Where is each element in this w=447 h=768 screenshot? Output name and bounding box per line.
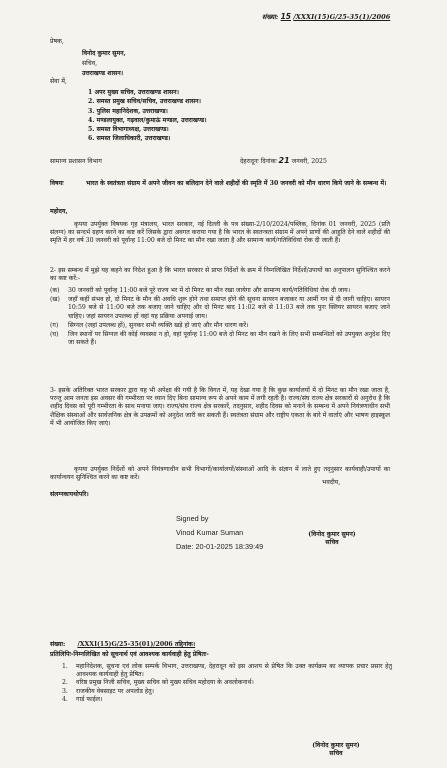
copy-item-text: राजकीय वेबसाइट पर अपलोड हेतु। bbox=[76, 687, 155, 695]
copy-item-num: 3. bbox=[62, 687, 68, 695]
copy-list bbox=[62, 663, 392, 704]
closing-salutation: भवदीय, bbox=[322, 479, 341, 486]
sender-designation: सचिव, bbox=[82, 60, 98, 67]
digital-signature-label: Signed by bbox=[176, 514, 209, 523]
instruction-point bbox=[50, 322, 390, 330]
copy-signatory-name: (विनोद कुमार सुमन) bbox=[312, 742, 360, 749]
copy-item bbox=[62, 679, 392, 687]
recipient-item: 5. समस्त विभागाध्यक्ष, उत्तराखण्ड। bbox=[88, 126, 169, 134]
point-label: (ख) bbox=[50, 296, 60, 304]
ref-prefix: संख्या: bbox=[262, 13, 279, 21]
copy-ref-prefix: संख्या: bbox=[50, 641, 66, 648]
paragraph-3: 3- इसके अतिरिक्त भारत सरकार द्वारा यह भी अपेक्षा की गयी है कि विगत में, यह देखा गया है कि कुछ कार्यालयों में दो मिनट का मौन रखा जाता है, परन्तु आम जनता इस अवसर की गम्भीरता पर ध्यान दिए बिना सामान्य रूप से अपने काम में लगी रहती है। राज्य/संघ राज्य क्षेत्र सरकारों से अनुरोध है कि शहीद दिवस को पूरी गम्भीरता के साथ मनाया जाए। राज्य/संघ राज्य क्षेत्र सरकारें, तदनुसार, शहीद दिवस को मनाने के सम्बन्ध में अपने नियंत्रणाधीन सभी शैक्षिक संस्थाओं और सार्वजनिक क्षेत्र के उपक्रमों को अनुदेश जारी कर सकती हैं। स्वतंत्रता संग्राम और राष्ट्रीय एकता के बारे में वार्ताएं और भाषण हाइस्कूल में भी आयोजित किए जाएं। bbox=[50, 387, 390, 427]
salutation: महोदय, bbox=[50, 208, 68, 215]
point-text: सिग्नल (जहां उपलब्ध हों), सुनकर सभी व्यक्ति खड़े हो जाएं और मौन धारण करें। bbox=[68, 321, 249, 329]
instruction-points bbox=[50, 287, 390, 347]
sender-org: उत्तराखण्ड शासन। bbox=[82, 70, 124, 77]
instruction-point bbox=[50, 331, 390, 347]
point-text: 30 जनवरी को पूर्वान्ह 11:00 बजे पूरे राज्य भर में दो मिनट का मौन रखा जायेगा और सामान्य कार्य/गतिविधियां रोक दी जाय। bbox=[68, 287, 351, 294]
signatory-block bbox=[292, 531, 372, 547]
point-label: (क) bbox=[50, 287, 60, 294]
ref-handwritten-number: 15 bbox=[280, 12, 292, 21]
copy-item bbox=[62, 696, 392, 704]
instruction-point bbox=[50, 287, 390, 295]
paragraph-4: कृपया उपर्युक्त निर्देशों को अपने नियंत्रणाधीन सभी विभागों/कार्यालयों/संस्थाओं आदि के संज्ञान में लाते हुए तद्‌नुसार कार्यवाही/उपायों का कार्यान्वयन सुनिश्चित करने का कष्ट करें। bbox=[50, 466, 390, 482]
copy-item-text: महानिदेशक, सूचना एवं लोक सम्पर्क विभाग, उत्तराखण्ड, देहरादून को इस आशय से प्रेषित कि उक्त कार्यक्रम का व्यापक प्रचार प्रसार हेतु आवश्यक कार्यवाही हेतु प्रेषित। bbox=[76, 663, 392, 679]
copy-item-text: गार्ड फाईल। bbox=[76, 695, 103, 703]
recipients-label: सेवा में, bbox=[50, 78, 67, 85]
subject-label: विषयः bbox=[50, 180, 64, 187]
sender-label: प्रेषक, bbox=[50, 38, 64, 45]
enclosure-note: संलग्नकःयथोपरि। bbox=[50, 491, 89, 498]
recipients-list bbox=[88, 88, 388, 144]
copy-item-num: 2. bbox=[62, 679, 68, 687]
copy-item bbox=[62, 663, 392, 679]
copy-signatory-designation: सचिव bbox=[329, 750, 343, 758]
point-label: (घ) bbox=[50, 331, 59, 339]
copy-item-num: 1. bbox=[62, 663, 68, 670]
digital-signature-date: Date: 20-01-2025 18:39:49 bbox=[176, 542, 264, 551]
recipient-item: 3. पुलिस महानिदेशक, उत्तराखण्ड। bbox=[88, 107, 168, 115]
recipient-item: 4. मण्डलायुक्त, गढ़वाल/कुमाऊं मण्डल, उत्तराखण्ड। bbox=[88, 116, 207, 124]
signatory-name: (विनोद कुमार सुमन) bbox=[308, 531, 356, 538]
reference-number bbox=[262, 13, 390, 21]
paragraph-2: 2- इस सम्बन्ध में मुझे यह कहने का निदेश हुआ है कि भारत सरकार से प्राप्त निर्देशों के क्रम में निम्नलिखित निर्देशों/उपायों का अनुपालन सुनिश्चित करने का कष्ट करें:- bbox=[50, 267, 390, 283]
recipient-item: 1 अपर मुख्य सचिव, उत्तराखण्ड शासन। bbox=[88, 89, 179, 96]
place-date-suffix: जनवरी, 2025 bbox=[291, 158, 327, 165]
recipient-item: 6. समस्त जिलाधिकारी, उत्तराखण्ड। bbox=[88, 135, 171, 143]
recipient-item: 2. समस्त प्रमुख सचिव/सचिव, उत्तराखण्ड शासन। bbox=[88, 98, 201, 106]
signatory-designation: सचिव bbox=[325, 539, 339, 547]
copy-ref-text: /XXXI(15)G/25-35(01)/2006 तद्दिनांक। bbox=[77, 641, 196, 648]
copy-reference bbox=[50, 641, 195, 649]
digital-signature bbox=[176, 512, 296, 554]
subject-text: भारत के स्वतंत्रता संग्राम में अपने जीवन का बलिदान देने वाले शहीदों की स्मृति में 30 जनवरी को मौन धारण किये जाने के सम्बन्ध में। bbox=[86, 180, 387, 187]
copy-item-num: 4. bbox=[62, 695, 68, 703]
place-date-prefix: देहरादूनः दिनांकः bbox=[240, 158, 277, 165]
instruction-point bbox=[50, 296, 390, 321]
point-label: (ग) bbox=[50, 321, 59, 329]
digital-signature-name: Vinod Kumar Suman bbox=[176, 528, 244, 537]
copy-item-text: वरिष्ठ प्रमुख निजी सचिव, मुख्य सचिव को मुख्य सचिव महोदया के अवलोकनार्थ। bbox=[76, 679, 254, 687]
place-date bbox=[240, 157, 327, 166]
paragraph-1: कृपया उपर्युक्त विषयक गृह मंत्रालय, भारत सरकार, नई दिल्ली के पत्र संख्या-2/10/2024/पब्लिक, दिनांक 01 जनवरी, 2025 (प्रति संलग्न) का सन्दर्भ ग्रहण करने का कष्ट करें जिसके द्वारा अवगत कराया गया है कि भारत के स्वतन्त्रता संग्राम में अपने प्राणों की आहुति देने वाले शहीदों की स्मृति में हर वर्ष 30 जनवरी को पूर्वान्ह 11:00 बजे दो मिनट का मौन रखा जाता है और सामान्य कार्य/गतिविधियां रोक दी जाती हैं। bbox=[50, 221, 390, 245]
point-text: जिन स्थानों पर सिग्नल की कोई व्यवस्था न हो, वहां पूर्वान्ह 11:00 बजे दो मिनट का मौन रखने के लिए सभी सम्बन्धितों को उपयुक्त अनुदेश दिए जा सकते हैं। bbox=[68, 331, 390, 347]
handwritten-date: 21 bbox=[278, 156, 290, 165]
copy-item bbox=[62, 688, 392, 696]
copy-signatory-block bbox=[296, 742, 376, 758]
copy-intro: प्रतिलिपिः-निम्नलिखित को सूचनार्थ एवं आवश्यक कार्यवाही हेतु प्रेषितः- bbox=[50, 651, 209, 658]
department-name: सामान्य प्रशासन विभाग bbox=[50, 158, 102, 165]
point-text: जहाँ कहीं संभव हो, दो मिनट के मौन की अवधि शुरू होने तथा समाप्त होने की सूचना सायरन बजाकर या आर्मी गन से दी जानी चाहिए। सायरन 10:59 बजे से 11:00 बजे तक बजाए जाने चाहिए और दो मिनट बाद 11:02 बजे से 11:03 बजे तक पुनः क्लियर सायरन बजाए जाने चाहिए। जहां सायरन उपलब्ध हों वहां यह प्रक्रिया अपनाई जाय। bbox=[68, 296, 390, 320]
sender-name: विनोद कुमार सुमन, bbox=[82, 50, 126, 57]
ref-suffix: /XXXI(15)G/25-35(1)/2006 bbox=[293, 13, 391, 21]
